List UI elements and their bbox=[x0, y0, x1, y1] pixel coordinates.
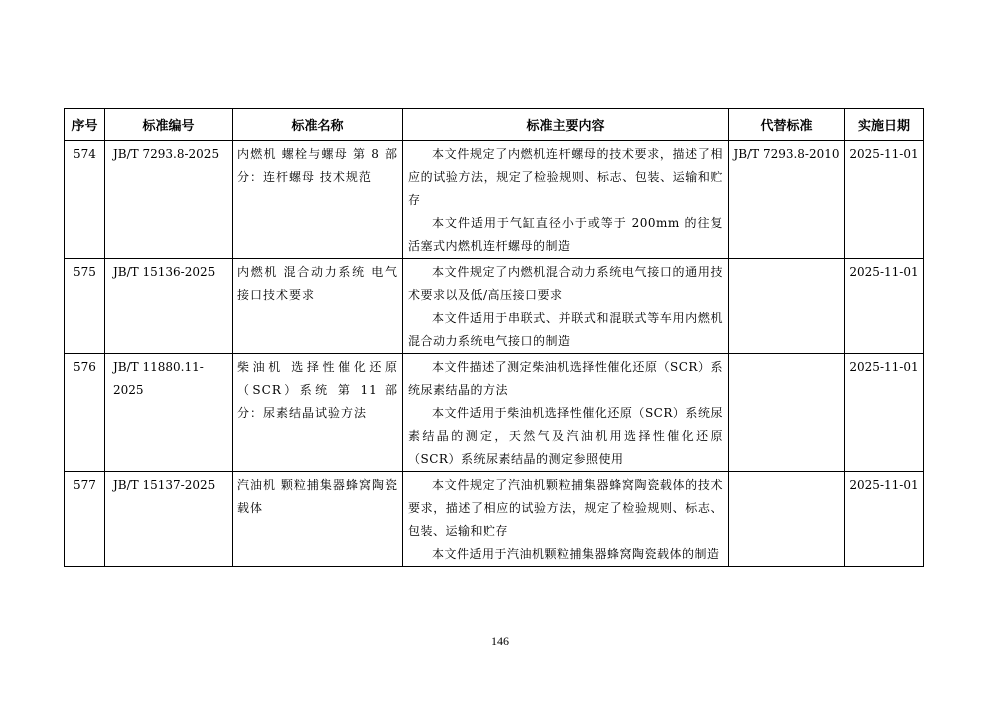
row-no: 575 bbox=[65, 259, 105, 354]
header-content: 标准主要内容 bbox=[403, 109, 729, 141]
row-code: JB/T 15137-2025 bbox=[105, 472, 233, 567]
content-paragraph: 本文件规定了内燃机混合动力系统电气接口的通用技术要求以及低/高压接口要求 bbox=[408, 265, 723, 302]
row-no: 574 bbox=[65, 141, 105, 259]
row-replaces bbox=[729, 472, 845, 567]
row-no: 577 bbox=[65, 472, 105, 567]
table-header-row bbox=[65, 109, 924, 141]
table-row bbox=[65, 354, 924, 472]
table-row bbox=[65, 472, 924, 567]
row-date: 2025-11-01 bbox=[845, 472, 924, 567]
row-code: JB/T 15136-2025 bbox=[105, 259, 233, 354]
row-content bbox=[403, 259, 729, 354]
content-paragraph: 本文件适用于柴油机选择性催化还原（SCR）系统尿素结晶的测定，天然气及汽油机用选择性催化还原（SCR）系统尿素结晶的测定参照使用 bbox=[408, 406, 723, 466]
row-name: 内燃机 混合动力系统 电气接口技术要求 bbox=[233, 259, 403, 354]
row-replaces bbox=[729, 259, 845, 354]
header-name: 标准名称 bbox=[233, 109, 403, 141]
row-name: 汽油机 颗粒捕集器蜂窝陶瓷载体 bbox=[233, 472, 403, 567]
row-date: 2025-11-01 bbox=[845, 141, 924, 259]
content-paragraph: 本文件适用于汽油机颗粒捕集器蜂窝陶瓷载体的制造 bbox=[432, 547, 720, 561]
row-name: 内燃机 螺栓与螺母 第 8 部分：连杆螺母 技术规范 bbox=[233, 141, 403, 259]
table-row bbox=[65, 259, 924, 354]
header-replaces: 代替标准 bbox=[729, 109, 845, 141]
row-name: 柴油机 选择性催化还原（SCR）系统 第 11 部分：尿素结晶试验方法 bbox=[233, 354, 403, 472]
row-code: JB/T 7293.8-2025 bbox=[105, 141, 233, 259]
row-content bbox=[403, 141, 729, 259]
content-paragraph: 本文件适用于串联式、并联式和混联式等车用内燃机混合动力系统电气接口的制造 bbox=[408, 311, 723, 348]
header-date: 实施日期 bbox=[845, 109, 924, 141]
row-content bbox=[403, 354, 729, 472]
row-content bbox=[403, 472, 729, 567]
page-number: 146 bbox=[491, 634, 509, 648]
content-paragraph: 本文件适用于气缸直径小于或等于 200mm 的往复活塞式内燃机连杆螺母的制造 bbox=[408, 216, 723, 253]
row-no: 576 bbox=[65, 354, 105, 472]
content-paragraph: 本文件规定了汽油机颗粒捕集器蜂窝陶瓷载体的技术要求，描述了相应的试验方法，规定了检验规则、标志、包装、运输和贮存 bbox=[408, 478, 723, 538]
table-row bbox=[65, 141, 924, 259]
standards-table bbox=[64, 108, 924, 567]
content-paragraph: 本文件描述了测定柴油机选择性催化还原（SCR）系统尿素结晶的方法 bbox=[408, 360, 723, 397]
row-date: 2025-11-01 bbox=[845, 259, 924, 354]
header-code: 标准编号 bbox=[105, 109, 233, 141]
row-replaces: JB/T 7293.8-2010 bbox=[729, 141, 845, 259]
content-paragraph: 本文件规定了内燃机连杆螺母的技术要求，描述了相应的试验方法，规定了检验规则、标志、包装、运输和贮存 bbox=[408, 147, 723, 207]
row-date: 2025-11-01 bbox=[845, 354, 924, 472]
header-no: 序号 bbox=[65, 109, 105, 141]
row-replaces bbox=[729, 354, 845, 472]
row-code: JB/T 11880.11-2025 bbox=[105, 354, 233, 472]
